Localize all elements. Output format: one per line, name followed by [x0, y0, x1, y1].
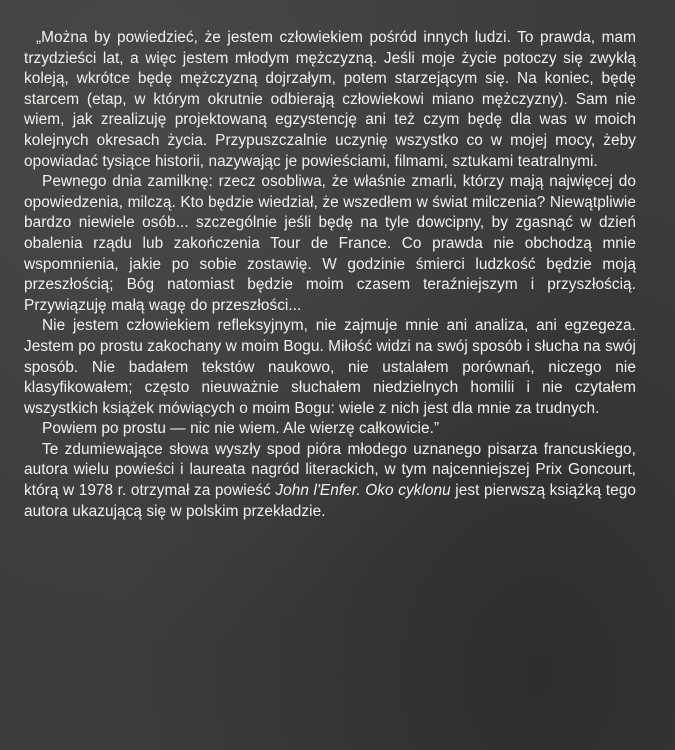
closing-text-after: jest pierwszą książką tego autora ukazującą się w polskim przekładzie.: [24, 482, 636, 520]
book-title-oko-cyklonu: Oko cyklonu: [365, 482, 451, 500]
closing-text-before: Te zdumiewające słowa wyszły spod pióra młodego uznanego pisarza francuskiego, autora wielu powieści i laureata nagród literackich, w tym najcenniejszej Prix Goncourt, którą w 1978 r. otrzymał za powieść: [24, 440, 636, 500]
closing-paragraph: [24, 440, 636, 522]
paragraph-4: Powiem po prostu — nic nie wiem. Ale wierzę całkowicie.”: [42, 420, 440, 438]
book-title-john-lenfer: John l'Enfer.: [275, 482, 361, 500]
text-column: [24, 28, 636, 522]
paragraph-3: Nie jestem człowiekiem refleksyjnym, nie zajmuje mnie ani analiza, ani egzegeza. Jestem po prostu zakochany w moim Bogu. Miłość widzi na swój sposób i słucha na swój sposób. Nie badałem tekstów naukowo, nie ustalałem porównań, niczego nie klasyfikowałem; często nieuważnie słuchałem niedzielnych homilii i nie czytałem wszystkich książek mówiących o moim Bogu: wiele z nich jest dla mnie za trudnych.: [24, 317, 636, 417]
paragraph-2: Pewnego dnia zamilknę: rzecz osobliwa, że właśnie zmarli, którzy mają najwięcej do opowiedzenia, milczą. Kto będzie wiedział, że wszedłem w świat milczenia? Niewątpliwie bardzo niewiele osób... szczególnie jeśli będę na tyle dowcipny, by zgasnąć w dzień obalenia rządu lub zakończenia Tour de France. Co prawda nie obchodzą mnie wspomnienia, jakie po sobie zostawię. W godzinie śmierci ludzkość będzie moją przeszłością; Bóg natomiast będzie moim czasem teraźniejszym i przyszłością. Przywiązuję małą wagę do przeszłości...: [24, 173, 636, 314]
paragraph-1: „Można by powiedzieć, że jestem człowiekiem pośród innych ludzi. To prawda, mam trzydzieści lat, a więc jestem młodym mężczyzną. Jeśli moje życie potoczy się zwykłą koleją, wkrótce będę mężczyzną dojrzałym, potem starzejącym się. Na koniec, będę starcem (etap, w którym okrutnie odbierają człowiekowi miano mężczyzny). Sam nie wiem, jak zrealizuję projektowaną egzystencję ani też czym będę dla was w moich kolejnych okresach życia. Przypuszczalnie uczynię wszystko co w mojej mocy, żeby opowiadać tysiące historii, nazywając je powieściami, filmami, sztukami teatralnymi.: [24, 29, 636, 170]
